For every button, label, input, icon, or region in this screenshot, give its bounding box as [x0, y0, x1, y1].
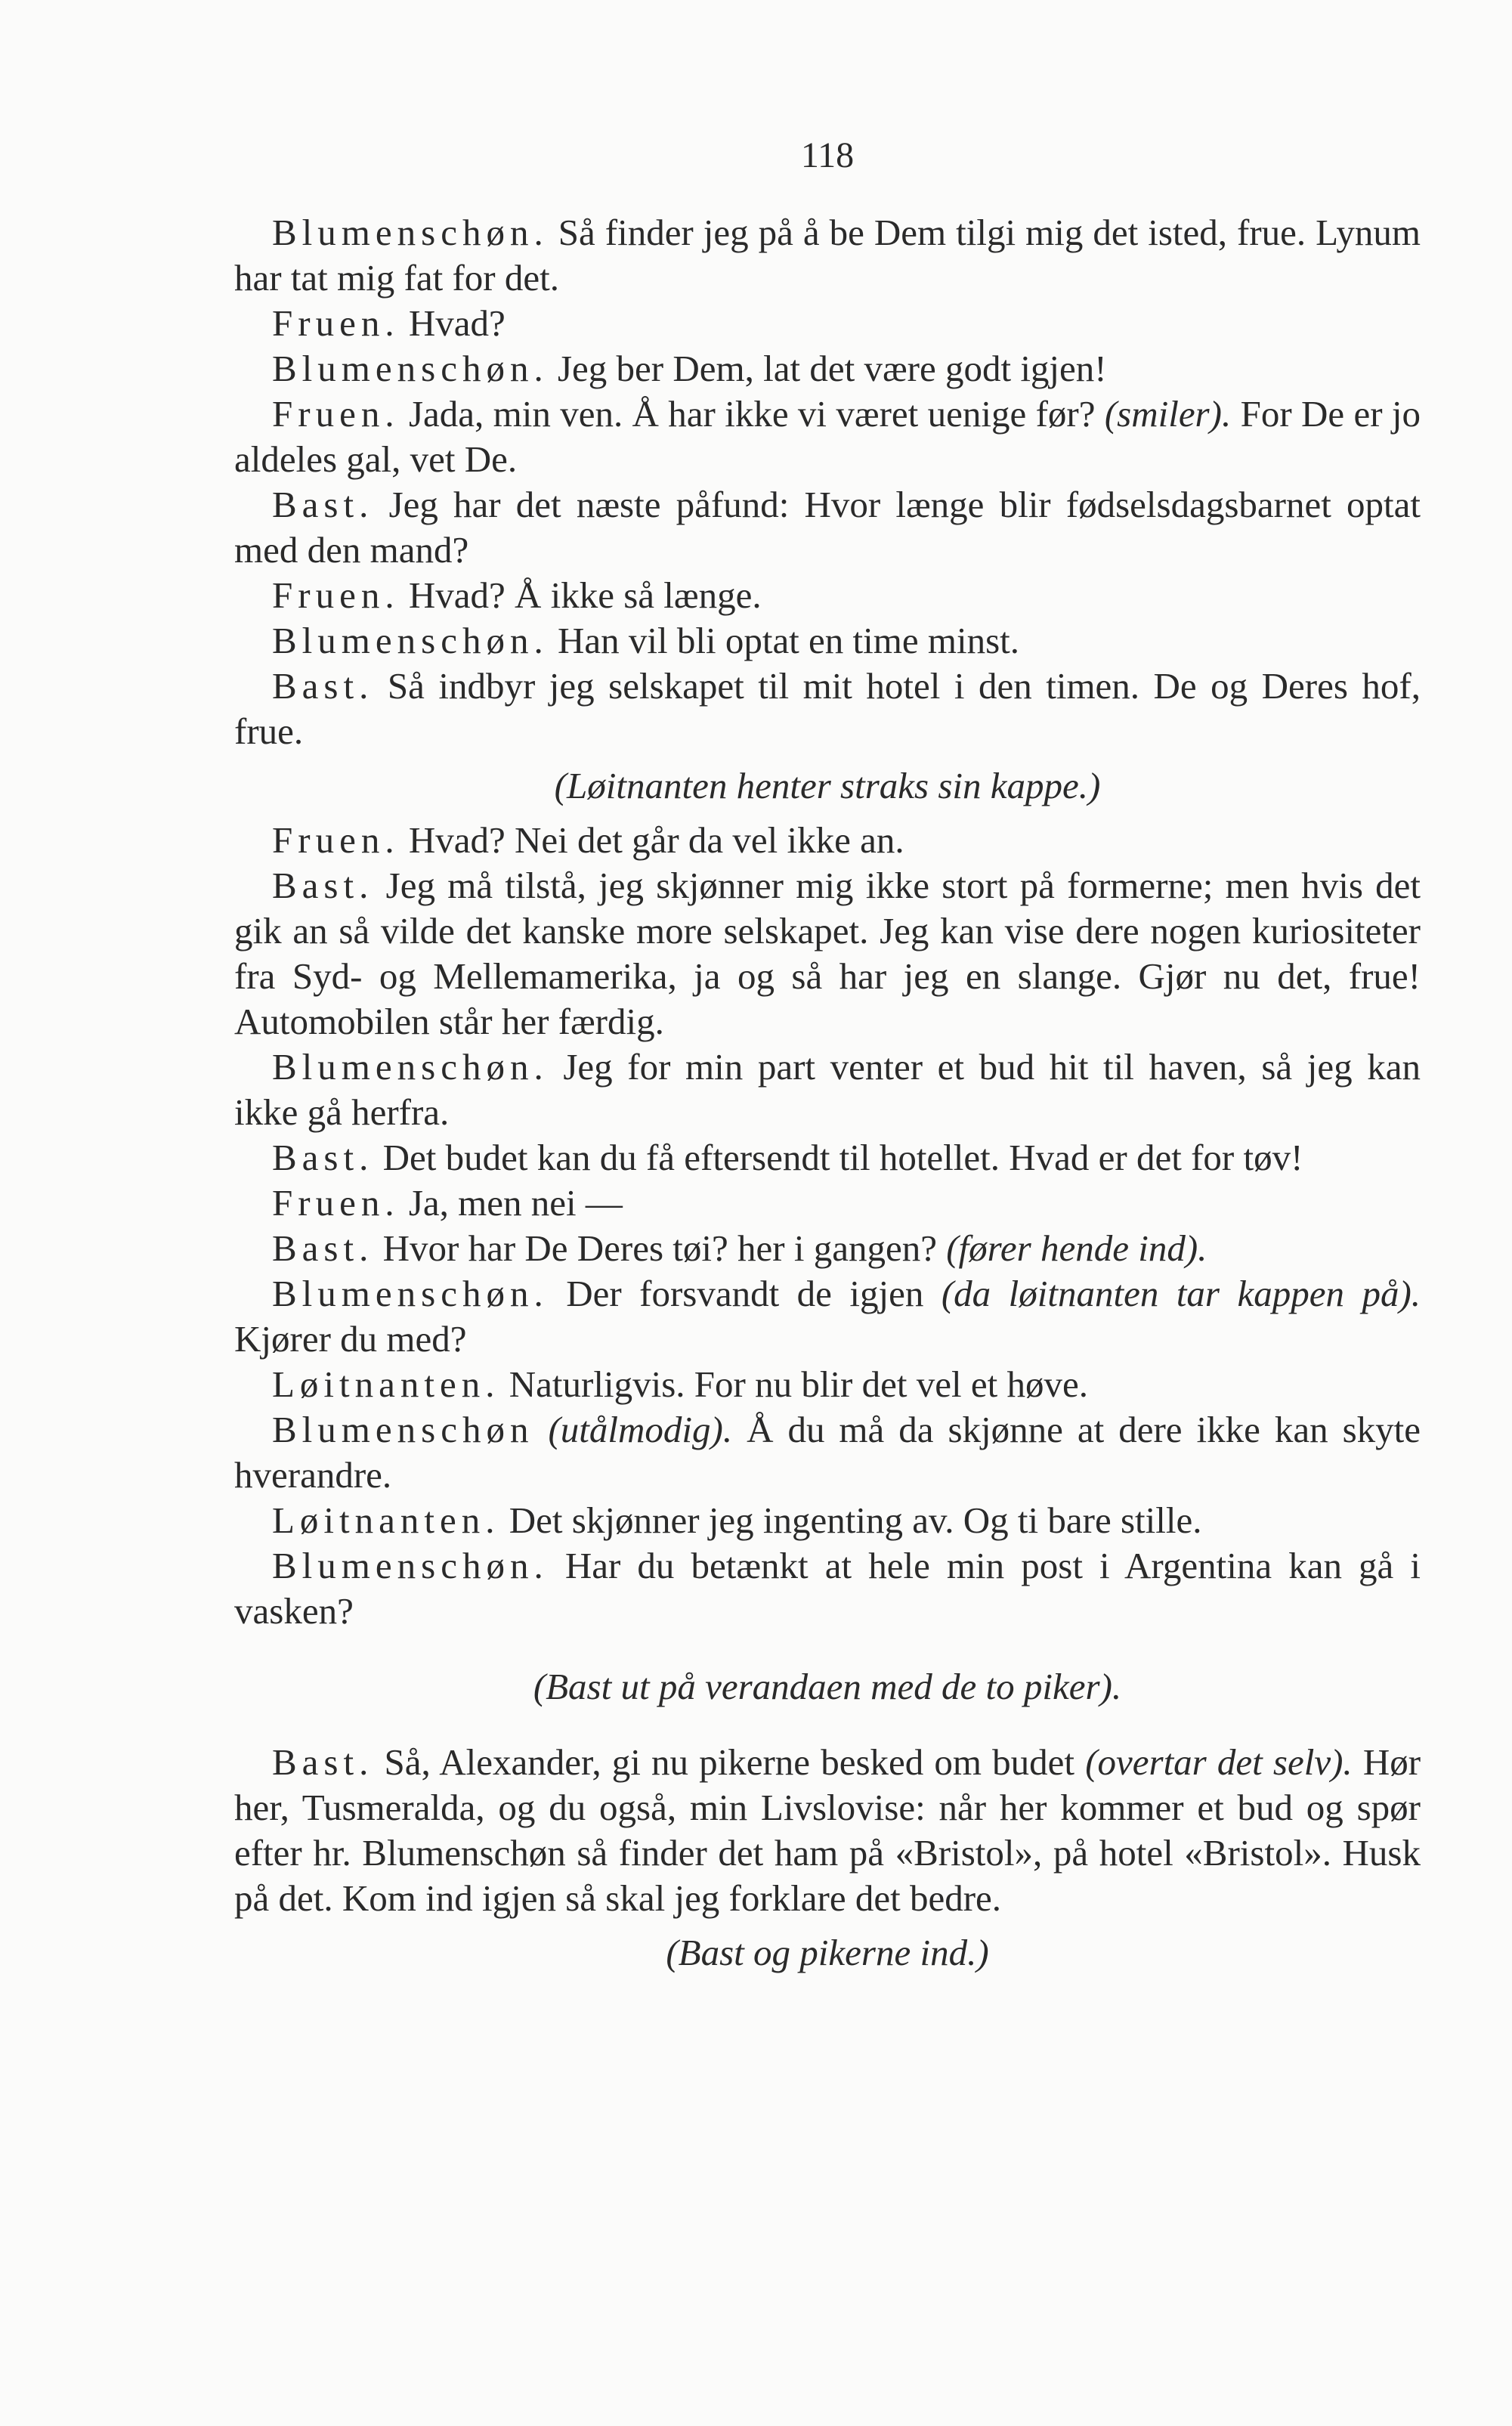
speaker-name: Løitnanten. [272, 1499, 500, 1541]
speech-fruen-2 [234, 391, 1421, 482]
dialogue: Ja, men nei — [408, 1182, 623, 1224]
speaker-name: Fruen. [272, 574, 400, 616]
speaker-name: Blumenschøn. [272, 212, 549, 253]
play-text [234, 210, 1421, 1976]
speaker-name: Fruen. [272, 393, 400, 435]
speech-blumenschon-4 [234, 1044, 1421, 1135]
dialogue: Hvad? Nei det går da vel ikke an. [408, 819, 904, 861]
speech-fruen-3 [234, 573, 1421, 618]
dialogue: Så finder jeg på å be Dem tilgi mig det isted, frue. Lynum har tat mig fat for det. [234, 212, 1421, 299]
speaker-name: Blumenschøn [272, 1409, 534, 1450]
speaker-name: Bast. [272, 665, 374, 707]
speech-bast-4 [234, 1135, 1421, 1181]
dialogue-continued: Å du må da skjønne at dere ikke kan skyte hverandre. [234, 1409, 1421, 1496]
dialogue: Jeg har det næste påfund: Hvor længe blir fødselsdagsbarnet optat med den mand? [234, 484, 1421, 571]
dialogue: Det skjønner jeg ingenting av. Og ti bare stille. [509, 1499, 1202, 1541]
stage-direction-block: (Bast og pikerne ind.) [666, 1932, 989, 1973]
dialogue: Hvad? [408, 302, 506, 344]
stage-direction: (utålmodig). [548, 1409, 733, 1450]
speaker-name: Blumenschøn. [272, 1273, 549, 1314]
speaker-name: Bast. [272, 865, 374, 906]
dialogue: Jada, min ven. Å har ikke vi været uenige før? [408, 393, 1096, 435]
speech-bast-3 [234, 863, 1421, 1044]
speech-bast-1 [234, 482, 1421, 573]
stage-direction: (fører hende ind). [946, 1227, 1207, 1269]
speaker-name: Løitnanten. [272, 1363, 500, 1405]
stage-direction: (da løitnanten tar kappen på). [941, 1273, 1421, 1314]
dialogue: Jeg for min part venter et bud hit til haven, så jeg kan ikke gå herfra. [234, 1046, 1421, 1133]
speech-loitnanten-1 [234, 1362, 1421, 1407]
speaker-name: Blumenschøn. [272, 620, 549, 661]
dialogue: Hvad? Å ikke så længe. [408, 574, 762, 616]
stage-direction: (overtar det selv). [1085, 1741, 1353, 1783]
speech-bast-5 [234, 1226, 1421, 1271]
speech-blumenschon-1 [234, 210, 1421, 301]
speech-bast-2 [234, 664, 1421, 754]
speech-blumenschon-7 [234, 1543, 1421, 1634]
speaker-name: Bast. [272, 1741, 374, 1783]
speaker-name: Fruen. [272, 819, 400, 861]
speaker-name: Bast. [272, 1227, 374, 1269]
speaker-name: Blumenschøn. [272, 1545, 549, 1586]
dialogue: Naturligvis. For nu blir det vel et høve. [509, 1363, 1088, 1405]
page-number: 118 [800, 135, 855, 175]
stage-direction: (smiler). [1104, 393, 1232, 435]
speaker-name: Fruen. [272, 302, 400, 344]
dialogue: Han vil bli optat en time minst. [557, 620, 1020, 661]
dialogue-continued: For De er jo aldeles gal, vet De. [234, 393, 1421, 480]
speech-bast-6 [234, 1740, 1421, 1921]
stage-direction-block: (Bast ut på verandaen med de to piker). [533, 1666, 1122, 1707]
speech-fruen-1 [234, 301, 1421, 346]
speech-loitnanten-2 [234, 1498, 1421, 1543]
speech-blumenschon-6 [234, 1407, 1421, 1498]
speech-blumenschon-5 [234, 1271, 1421, 1362]
speech-blumenschon-2 [234, 346, 1421, 391]
dialogue-continued: Kjører du med? [234, 1318, 467, 1360]
speaker-name: Fruen. [272, 1182, 400, 1224]
dialogue: Har du betænkt at hele min post i Argentina kan gå i vasken? [234, 1545, 1421, 1632]
stage-direction-block: (Løitnanten henter straks sin kappe.) [554, 765, 1101, 806]
dialogue: Hvor har De Deres tøi? her i gangen? [382, 1227, 937, 1269]
dialogue: Så indbyr jeg selskapet til mit hotel i den timen. De og Deres hof, frue. [234, 665, 1421, 752]
speaker-name: Bast. [272, 1137, 374, 1178]
speaker-name: Blumenschøn. [272, 1046, 549, 1088]
dialogue: Der forsvandt de igjen [566, 1273, 924, 1314]
dialogue: Det budet kan du få eftersendt til hotellet. Hvad er det for tøv! [382, 1137, 1303, 1178]
speech-blumenschon-3 [234, 618, 1421, 664]
speech-fruen-4 [234, 818, 1421, 863]
speaker-name: Blumenschøn. [272, 348, 549, 389]
dialogue: Jeg må tilstå, jeg skjønner mig ikke stort på formerne; men hvis det gik an så vilde det kanske more selskapet. Jeg kan vise dere nogen kuriositeter fra Syd- og Mellemamerika, ja og så har jeg en slange. Gjør nu det, frue! Automobilen står her færdig. [234, 865, 1421, 1042]
dialogue-continued: Hør her, Tusmeralda, og du også, min Livslovise: når her kommer et bud og spør efter hr. Blumenschøn så finder det ham på «Bristol», på hotel «Bristol». Husk på det. Kom ind igjen så skal jeg forklare det bedre. [234, 1741, 1421, 1919]
speech-fruen-5 [234, 1181, 1421, 1226]
dialogue: Jeg ber Dem, lat det være godt igjen! [557, 348, 1107, 389]
speaker-name: Bast. [272, 484, 374, 525]
dialogue: Så, Alexander, gi nu pikerne besked om budet [384, 1741, 1075, 1783]
